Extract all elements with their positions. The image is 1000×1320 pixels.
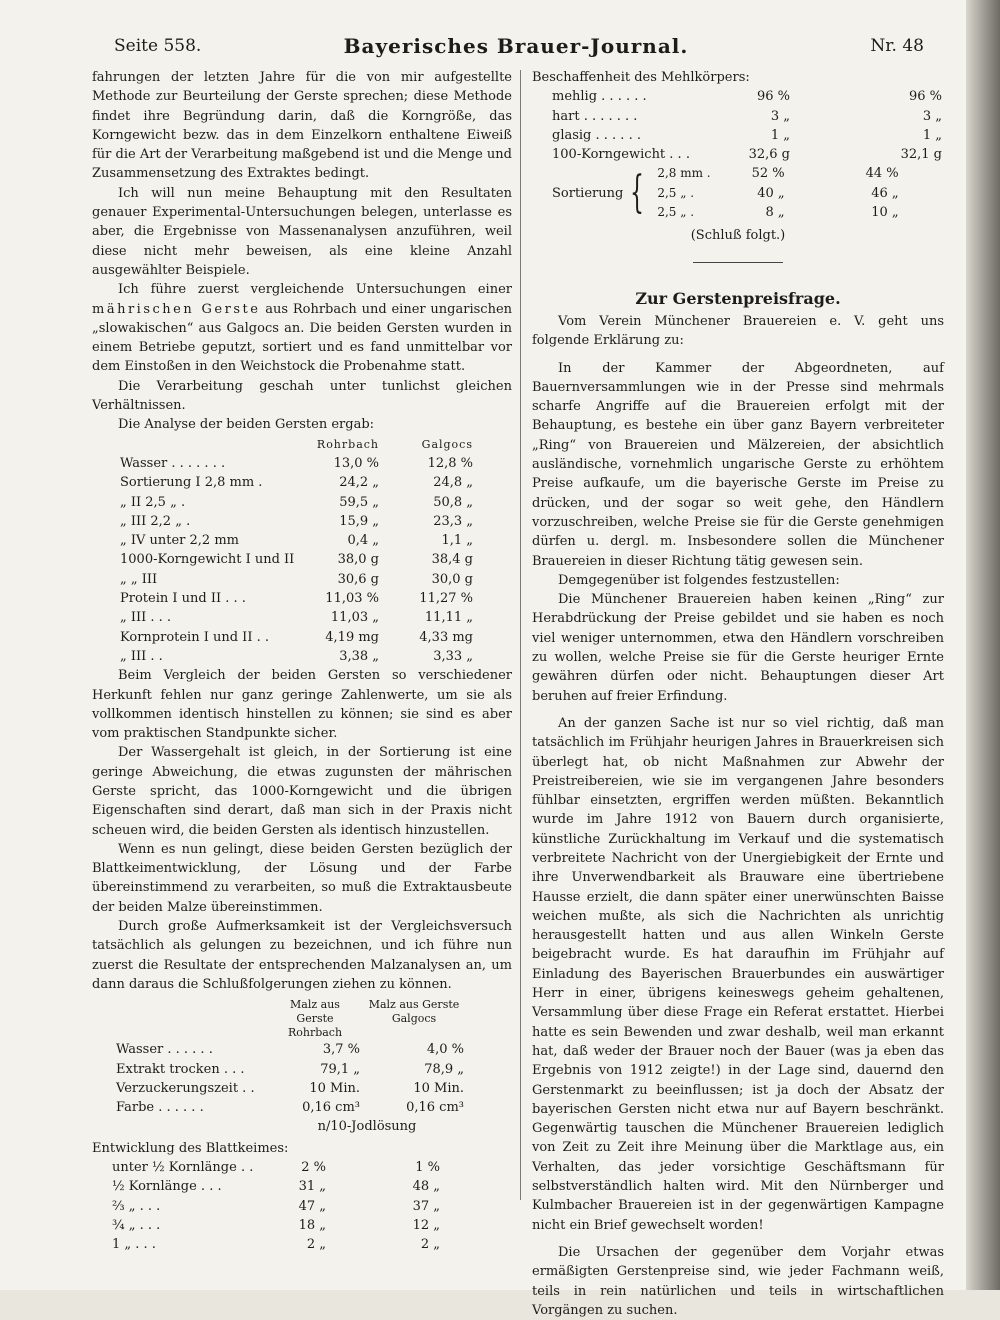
paragraph: An der ganzen Sache ist nur so viel richtig, daß man tatsächlich im Frühjahr heurigen Jahres in Brauerkreisen sich überlegt hat, ob nicht Maßnahmen zur Abwehr der Preistreibereien, wie sie im vergangenen Jahre besonders fühlbar einsetzten, ergriffen werden müßten. Bekanntlich wurde im Jahre 1912 von Bauern durch organisierte, künstliche Zurückhaltung im Verkauf und die systematisch verbreitete Nachricht von der Unergiebigkeit der Ernte und ihre Unverwendbarkeit als Brauware eine übertriebene Hausse erzielt, die dann später einer unerwünschten Baisse weichen mußte, als sich die Nachrichten als unrichtig herausgestellt hatten und aus allen Winkeln Gerste beigebracht wurde. Es hat daraufhin im Frühjahr auf Einladung des Bayerischen Brauerbundes ein auswärtiger Herr in einer, übrigens keineswegs geheim gehaltenen, Versammlung über diese Frage ein Referat erstattet. Hierbei hatte es sein Bewenden und zwar deshalb, weil man erkannt hat, daß weder der Brauer noch der Bauer (was ja eben das Ergebnis von 1912 zeigte!) in der Lage sind, dauernd den Gerstenmarkt zu beeinflussen; ist ja doch der Absatz der bayerischen Gersten nicht etwa nur auf Bayern beschränkt. Gegenwärtig tauschen die Münchener Brauereien lediglich von Zeit zu Zeit ihre Meinung über die Marktlage aus, ein Verhalten, das jeder vorsichtige Geschäftsmann für selbstverständlich halten wird. Mit den Nürnberger und Kulmbacher Brauereien ist in der gegenwärtigen Kampagne nicht ein Brief gewechselt worden! <box>532 715 944 1233</box>
table-cell: 1 „ <box>922 127 942 143</box>
table-row <box>546 87 944 106</box>
paragraph: Demgegenüber ist folgendes festzustellen: <box>558 572 840 588</box>
table-cell: 10 Min. <box>309 1080 360 1096</box>
column-header: Malz aus Gerste Galgocs <box>368 998 460 1026</box>
table-cell: 0,16 cm³ <box>302 1100 360 1116</box>
table-cell: 32,6 g <box>748 147 790 163</box>
paragraph <box>92 280 512 376</box>
table-cell: 2,5 „ . <box>657 205 695 220</box>
table-cell: 24,8 „ <box>433 475 473 491</box>
table-header-row <box>114 435 475 454</box>
paragraph: Vom Verein Münchener Brauereien e. V. geht uns folgende Erklärung zu: <box>532 313 944 349</box>
table-title: Beschaffenheit des Mehlkörpers: <box>532 70 750 85</box>
table-cell: 12,8 % <box>427 455 473 471</box>
table-cell: 4,0 % <box>426 1042 464 1058</box>
table-cell: ½ Kornlänge . . . <box>112 1179 222 1195</box>
table-cell: 3,33 „ <box>433 648 473 664</box>
paragraph: fahrungen der letzten Jahre für die von mir aufgestellte Methode zur Beurteilung der Gerste sprechen; diese Methode findet ihre Begründung darin, daß die Korngröße, das Korngewicht bezw. das in dem Einzelkorn enthaltene Eiweiß für die Art der Verarbeitung maßgebend ist und die Menge und Zusammensetzung des Extraktes bedingt. <box>92 70 512 182</box>
table-cell: 50,8 „ <box>433 494 473 510</box>
table-cell: 10 „ <box>871 205 899 221</box>
table-cell: 23,3 „ <box>433 513 473 529</box>
table-cell: 52 % <box>751 166 785 182</box>
table-row <box>106 1158 442 1177</box>
table-cell: ¾ „ . . . <box>112 1217 161 1233</box>
table-cell: Wasser . . . . . . <box>116 1042 213 1058</box>
table-cell: 3 „ <box>922 108 942 124</box>
table-cell: 100-Korngewicht . . . <box>552 147 690 163</box>
paragraph: Die Verarbeitung geschah unter tunlichst gleichen Verhältnissen. <box>92 378 512 414</box>
table-row <box>106 1216 442 1235</box>
table-row <box>114 531 475 550</box>
table-cell: 3 „ <box>770 108 790 124</box>
table-row <box>114 550 475 569</box>
table-cell: Kornprotein I und II . . <box>120 629 269 645</box>
column-header: Galgocs <box>421 437 473 451</box>
table-cell: 1 % <box>415 1160 440 1176</box>
table-row <box>114 512 475 531</box>
table-cell: hart . . . . . . . <box>552 108 638 124</box>
table-cell: 44 % <box>865 166 899 182</box>
table-row <box>114 647 475 666</box>
paragraph: In der Kammer der Abgeordneten, auf Bauernversammlungen wie in der Presse sind mehrmals scharfe Angriffe auf die Brauereien erfolgt mit der Behauptung, es bestehe ein über ganz Bayern verbreiteter „Ring“ von Brauereien und Mälzereien, der absichtlich ausländische, vornehmlich ungarische Gerste zu erhöhtem Preise aufkaufe, um die bayerische Gerste im Preise zu drücken, und der sogar so weit gehe, den Händlern vorzuschreiben, welche Preise sie für die Gerste genehmigen dürfen u. dergl. m. Insbesondere sollen die Münchener Brauereien in dieser Richtung tätig gewesen sein. <box>532 360 944 569</box>
table-cell: 2 „ <box>306 1237 326 1253</box>
barley-analysis-table <box>114 435 475 667</box>
table-cell: Protein I und II . . . <box>120 591 246 607</box>
table-cell: 79,1 „ <box>320 1061 360 1077</box>
table-cell: 3,38 „ <box>339 648 379 664</box>
table-header-row <box>110 998 466 1040</box>
table-cell: Sortierung I 2,8 mm . <box>120 475 263 491</box>
table-cell: 1 „ <box>770 127 790 143</box>
paragraph: Durch große Aufmerksamkeit ist der Vergleichsversuch tatsächlich als gelungen zu bezeichnen, und ich führe nun zuerst die Resultate der entsprechenden Malzanalysen an, um dann daraus die Schlußfolgerungen ziehen zu können. <box>92 919 512 992</box>
table-cell: 96 % <box>908 89 942 105</box>
paragraph: Beim Vergleich der beiden Gersten so verschiedener Herkunft fehlen nur ganz geringe Zahlenwerte, um sie als vollkommen identisch hinstellen zu können; sie sind es aber vom praktischen Standpunkte sicher. <box>92 668 512 742</box>
table-cell: 38,4 g <box>431 552 473 568</box>
table-row <box>110 1117 466 1136</box>
left-column <box>92 68 512 1255</box>
table-cell: 38,0 g <box>337 552 379 568</box>
table-cell: 11,03 % <box>325 591 379 607</box>
paragraph: Die Analyse der beiden Gersten ergab: <box>118 417 375 433</box>
table-row <box>114 589 475 608</box>
right-column <box>532 68 944 1320</box>
paragraph: Der Wassergehalt ist gleich, in der Sortierung ist eine geringe Abweichung, die etwas zugunsten der mährischen Gerste spricht, das 1000-Korngewicht und die übrigen Eigenschaften sind derart, daß man sich in der Praxis nicht scheuen wird, die beiden Gersten als identisch hinzustellen. <box>92 745 512 838</box>
table-row <box>114 473 475 492</box>
table-cell: 11,27 % <box>419 591 473 607</box>
table-cell: Wasser . . . . . . . <box>120 455 226 471</box>
journal-title: Bayerisches Brauer-Journal. <box>343 34 689 58</box>
table-cell: 96 % <box>756 89 790 105</box>
paragraph: Wenn es nun gelingt, diese beiden Gersten bezüglich der Blattkeimentwicklung, der Lösung und der Farbe übereinstimmend zu verarbeiten, so muß die Extraktausbeute der beiden Malze übereinstimmen. <box>92 841 512 915</box>
table-cell: 13,0 % <box>333 455 379 471</box>
table-cell: 1000-Korngewicht I und II <box>120 552 295 568</box>
table-cell: 8 „ <box>765 205 785 221</box>
issue-number: Nr. 48 <box>870 36 924 56</box>
table-cell: 2 % <box>301 1160 326 1176</box>
table-cell: 1 „ . . . <box>112 1237 156 1253</box>
table-cell: 48 „ <box>412 1179 440 1195</box>
paragraph: Die Münchener Brauereien haben keinen „Ring“ zur Herabdrückung der Preise gebildet und sie haben es noch viel weniger unternommen, etwa den Händlern vorschreiben zu wollen, welche Preise sie für die Gerste heuriger Ernte gewähren dürfen oder nicht. Behauptungen dieser Art beruhen auf freier Erfindung. <box>532 592 944 704</box>
divider <box>693 262 783 263</box>
table-cell: 15,9 „ <box>339 513 379 529</box>
table-cell: 24,2 „ <box>339 475 379 491</box>
table-cell: Extrakt trocken . . . <box>116 1061 245 1077</box>
sorting-label: Sortierung <box>552 185 624 201</box>
table-cell: ⅔ „ . . . <box>112 1198 161 1214</box>
spaced-text: mährischen Gerste <box>92 301 261 317</box>
table-cell: „ „ III <box>120 571 158 587</box>
table-row <box>114 628 475 647</box>
table-row <box>550 164 901 183</box>
leaf-germ-table <box>106 1158 442 1254</box>
paragraph: Ich will nun meine Behauptung mit den Resultaten genauer Experimental-Untersuchungen belegen, unterlasse es aber, die Ergebnisse von Massenanalysen anzuführen, weil diese nicht mehr beweisen, als eine kleine Anzahl ausgewählter Beispiele. <box>92 185 512 278</box>
table-cell: 0,4 „ <box>347 533 379 549</box>
column-divider <box>520 70 521 1200</box>
table-title: Entwicklung des Blattkeimes: <box>92 1140 289 1156</box>
table-cell: „ II 2,5 „ . <box>120 494 186 510</box>
table-cell: 30,6 g <box>337 571 379 587</box>
table-cell: 12 „ <box>412 1217 440 1233</box>
table-cell: 11,03 „ <box>330 610 379 626</box>
table-cell: 78,9 „ <box>424 1061 464 1077</box>
table-cell: glasig . . . . . . <box>552 127 641 143</box>
page-number: Seite 558. <box>114 36 202 56</box>
table-cell: 47 „ <box>298 1198 326 1214</box>
table-note: n/10-Jodlösung <box>317 1119 417 1135</box>
sorting-table <box>550 164 901 222</box>
table-cell: 1,1 „ <box>441 533 473 549</box>
page-edge-shadow <box>966 0 1000 1290</box>
malt-analysis-table <box>110 998 466 1136</box>
table-cell: 46 „ <box>871 185 899 201</box>
continued-note: (Schluß folgt.) <box>690 228 786 244</box>
column-header: Malz aus Gerste Rohrbach <box>287 998 343 1040</box>
brace-icon: { <box>630 167 645 219</box>
table-cell: 4,19 mg <box>325 629 379 645</box>
table-cell: 4,33 mg <box>419 629 473 645</box>
table-cell: „ III . . <box>120 648 163 664</box>
table-cell: 2 „ <box>420 1237 440 1253</box>
paragraph: Die Ursachen der gegenüber dem Vorjahr etwas ermäßigten Gerstenpreise sind, wie jeder Fachmann weiß, teils in rein natürlichen und teils in wirtschaftlichen Vorgängen zu suchen. <box>532 1244 944 1318</box>
table-row <box>546 126 944 145</box>
table-cell: 2,5 „ . <box>657 185 695 200</box>
table-cell: 40 „ <box>757 185 785 201</box>
table-row <box>110 1040 466 1059</box>
table-row <box>106 1235 442 1254</box>
table-cell: 10 Min. <box>413 1080 464 1096</box>
table-cell: 2,8 mm . <box>657 166 711 181</box>
text-run: aus Rohrbach und einer ungarischen „slowakischen“ aus Galgocs an. Die beiden Gersten wurden in einem Betriebe geputzt, sortiert und es fand unmittelbar vor dem Einstoßen in den Weichstock die Probenahme statt. <box>92 301 513 375</box>
table-row <box>114 570 475 589</box>
text-run: Ich führe zuerst vergleichende Untersuchungen einer <box>118 282 512 298</box>
table-cell: mehlig . . . . . . <box>552 89 647 105</box>
table-cell: 30,0 g <box>431 571 473 587</box>
table-row <box>106 1177 442 1196</box>
table-cell: 3,7 % <box>322 1042 360 1058</box>
table-row <box>114 454 475 473</box>
table-row <box>114 608 475 627</box>
table-row <box>110 1098 466 1117</box>
table-row <box>106 1197 442 1216</box>
table-cell: 11,11 „ <box>424 610 473 626</box>
page-header <box>108 32 924 66</box>
table-cell: 59,5 „ <box>339 494 379 510</box>
table-cell: Farbe . . . . . . <box>116 1100 204 1116</box>
table-row <box>114 493 475 512</box>
table-cell: 18 „ <box>298 1217 326 1233</box>
table-cell: „ IV unter 2,2 mm <box>120 533 239 549</box>
table-row <box>110 1060 466 1079</box>
endosperm-table <box>546 87 944 164</box>
table-row <box>546 145 944 164</box>
section-title: Zur Gerstenpreisfrage. <box>635 288 841 308</box>
table-cell: „ III . . . <box>120 610 172 626</box>
table-cell: unter ½ Kornlänge . . <box>112 1160 254 1176</box>
table-cell: 32,1 g <box>900 147 942 163</box>
table-cell: 31 „ <box>298 1179 326 1195</box>
table-row <box>110 1079 466 1098</box>
table-row <box>546 107 944 126</box>
table-cell: Verzuckerungszeit . . <box>116 1080 255 1096</box>
table-cell: 0,16 cm³ <box>406 1100 464 1116</box>
column-header: Rohrbach <box>316 437 379 451</box>
table-cell: „ III 2,2 „ . <box>120 513 191 529</box>
table-cell: 37 „ <box>412 1198 440 1214</box>
